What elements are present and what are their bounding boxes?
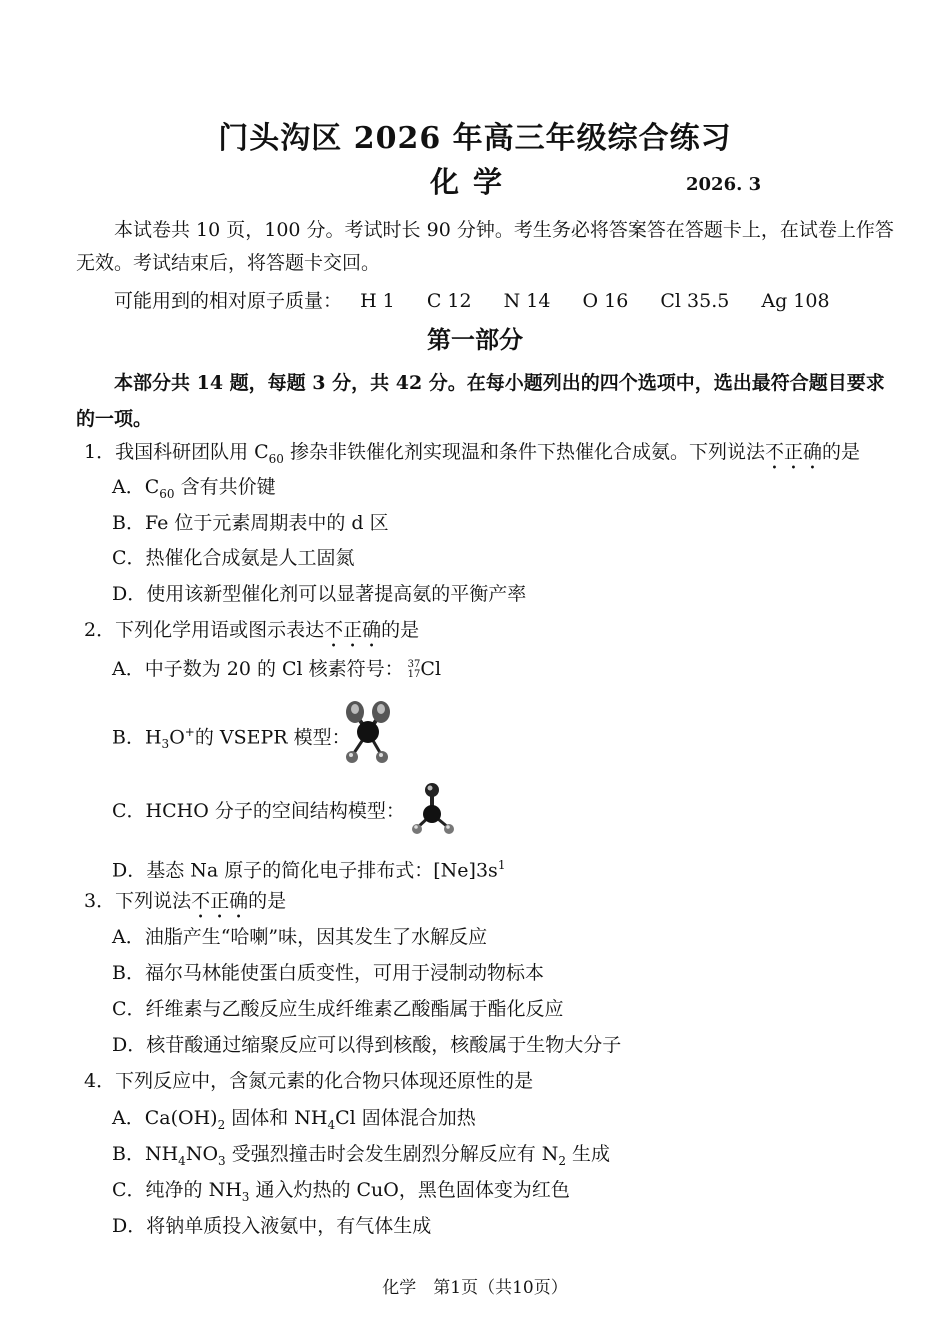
question-3-option-a: A．油脂产生“哈喇”味，因其发生了水解反应 bbox=[112, 926, 488, 948]
question-4-option-d: D．将钠单质投入液氨中，有气体生成 bbox=[112, 1215, 432, 1237]
emphasis-not-correct: 不正确 bbox=[765, 441, 823, 463]
atomic-mass-h: H 1 bbox=[360, 290, 395, 312]
page-footer: 化学 第1页（共10页） bbox=[382, 1278, 568, 1298]
question-1-option-b: B．Fe 位于元素周期表中的 d 区 bbox=[112, 512, 389, 534]
question-3-option-d: D．核苷酸通过缩聚反应可以得到核酸，核酸属于生物大分子 bbox=[112, 1034, 622, 1056]
subject-title: 化学 bbox=[430, 165, 517, 199]
question-2-option-c: C．HCHO 分子的空间结构模型： bbox=[112, 800, 405, 822]
question-3-stem: 3．下列说法不正确的是 bbox=[84, 890, 287, 912]
part-one-title: 第一部分 bbox=[427, 325, 523, 354]
atomic-mass-line bbox=[114, 289, 856, 313]
atomic-mass-o: O 16 bbox=[582, 290, 629, 312]
exam-title: 门头沟区 2026 年高三年级综合练习 bbox=[218, 121, 732, 156]
question-2-option-d: D．基态 Na 原子的简化电子排布式：$[Ne]3s^1$ bbox=[112, 858, 506, 882]
atomic-mass-n: N 14 bbox=[503, 290, 551, 312]
question-3-option-c: C．纤维素与乙酸反应生成纤维素乙酸酯属于酯化反应 bbox=[112, 998, 564, 1020]
question-4-option-c: C．纯净的 $NH_3$ 通入灼热的 CuO，黑色固体变为红色 bbox=[112, 1179, 570, 1204]
question-4-stem: 4．下列反应中，含氮元素的化合物只体现还原性的是 bbox=[84, 1070, 534, 1092]
question-3-option-b: B．福尔马林能使蛋白质变性，可用于浸制动物标本 bbox=[112, 962, 544, 984]
question-4-option-b: B．$NH_4NO_3$ 受强烈撞击时会发生剧烈分解反应有 $N_2$ 生成 bbox=[112, 1143, 611, 1168]
question-2-stem: 2．下列化学用语或图示表达不正确的是 bbox=[84, 619, 420, 641]
atomic-mass-c: C 12 bbox=[426, 290, 472, 312]
question-1-option-a: A．$C_{60}$ 含有共价键 bbox=[112, 476, 276, 501]
atomic-mass-label: 可能用到的相对原子质量： bbox=[114, 290, 343, 312]
part-one-intro-line-2: 的一项。 bbox=[76, 408, 153, 430]
question-1-option-c: C．热催化合成氨是人工固氮 bbox=[112, 547, 355, 569]
emphasis-not-correct: 不正确 bbox=[191, 890, 249, 912]
hcho-model-image bbox=[409, 780, 459, 838]
atomic-mass-cl: Cl 35.5 bbox=[660, 290, 730, 312]
question-2-option-b: B．$H_3O^+$的 VSEPR 模型： bbox=[112, 725, 351, 752]
emphasis-not-correct: 不正确 bbox=[324, 619, 382, 641]
question-2-option-a: A．中子数为 20 的 Cl 核素符号： 37 17 Cl bbox=[112, 658, 442, 680]
vsepr-model-image bbox=[338, 698, 398, 766]
question-1-stem: 1．我国科研团队用 $C_{60}$ 掺杂非铁催化剂实现温和条件下热催化合成氨。下列说法不正确的是 bbox=[84, 441, 861, 466]
instruction-line-2: 无效。考试结束后，将答题卡交回。 bbox=[76, 252, 381, 274]
instruction-line-1: 本试卷共 10 页，100 分。考试时长 90 分钟。考生务必将答案答在答题卡上，在试卷上作答 bbox=[114, 219, 894, 241]
nuclide-notation: 37 17 bbox=[407, 659, 421, 680]
exam-date: 2026. 3 bbox=[686, 174, 762, 195]
atomic-mass-ag: Ag 108 bbox=[761, 290, 830, 312]
part-one-intro-line-1: 本部分共 14 题，每题 3 分，共 42 分。在每小题列出的四个选项中，选出最符合题目要求 bbox=[114, 372, 885, 394]
question-4-option-a: A．$Ca(OH)_2$ 固体和 $NH_4Cl$ 固体混合加热 bbox=[112, 1107, 476, 1132]
question-1-option-d: D．使用该新型催化剂可以显著提高氨的平衡产率 bbox=[112, 583, 527, 605]
